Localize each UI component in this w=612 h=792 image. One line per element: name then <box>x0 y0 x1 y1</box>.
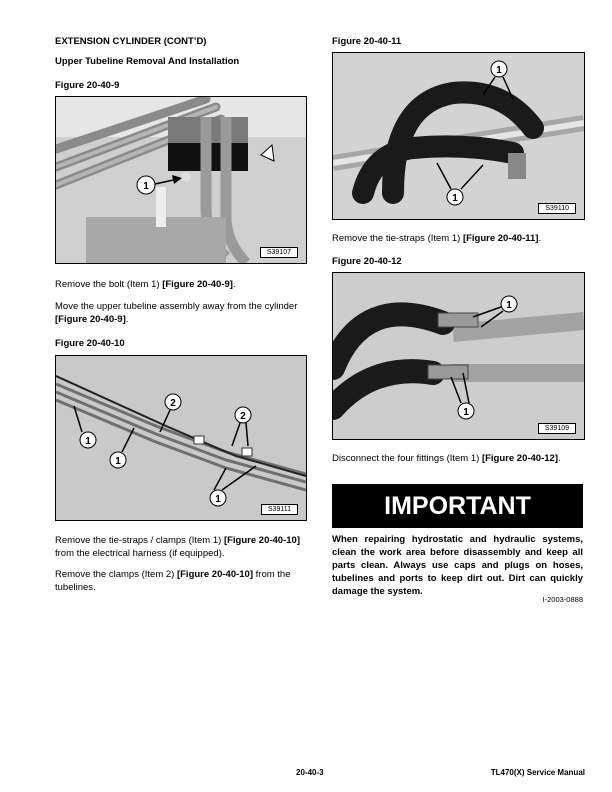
paragraph-remove-clamps: Remove the clamps (Item 2) [Figure 20-40-10] from the tubelines. <box>55 569 291 593</box>
figure-12-photo <box>332 272 585 440</box>
fig12-callout-1b: 1 <box>463 407 469 418</box>
paragraph-remove-tie-straps: Remove the tie-straps (Item 1) [Figure 20-40-11]. <box>332 233 542 244</box>
figure-9-photo <box>55 96 307 264</box>
fig10-callout-2a: 2 <box>170 398 176 409</box>
fig9-callout-1: 1 <box>143 181 149 192</box>
paragraph-remove-bolt: Remove the bolt (Item 1) [Figure 20-40-9]. <box>55 279 236 290</box>
figure-9-label: Figure 20-40-9 <box>55 80 120 91</box>
paragraph-disconnect-fittings: Disconnect the four fittings (Item 1) [Figure 20-40-12]. <box>332 453 561 464</box>
important-code: I-2003-0888 <box>542 595 583 604</box>
figure-11-code: S39110 <box>538 203 576 214</box>
important-text: When repairing hydrostatic and hydraulic systems, clean the work area before disassembly and keep all parts clean. Always use caps and plugs on hoses, tubelines and ports to keep dirt out. Dirt can quickly damage the system. <box>332 534 583 597</box>
figure-10-code: S39111 <box>261 504 298 515</box>
fig11-callout-1a: 1 <box>496 65 502 76</box>
figure-11-label: Figure 20-40-11 <box>332 36 402 47</box>
fig10-callout-1c: 1 <box>215 494 221 505</box>
fig11-callout-1b: 1 <box>452 193 458 204</box>
figure-12-code: S39109 <box>538 423 576 434</box>
figure-9-code: S39107 <box>260 247 298 258</box>
manual-title: TL470(X) Service Manual <box>490 768 585 777</box>
figure-10-label: Figure 20-40-10 <box>55 338 125 349</box>
fig10-callout-1a: 1 <box>85 436 91 447</box>
subsection-title: Upper Tubeline Removal And Installation <box>55 56 240 67</box>
figure-11-photo <box>332 52 585 220</box>
important-banner: IMPORTANT <box>332 484 583 528</box>
page-number: 20-40-3 <box>296 768 324 777</box>
figure-10-photo <box>55 355 307 521</box>
figure-12-label: Figure 20-40-12 <box>332 256 402 267</box>
fig10-callout-1b: 1 <box>115 456 121 467</box>
paragraph-remove-tie-straps-clamps: Remove the tie-straps / clamps (Item 1) [Figure 20-40-10] from the electrical harness (if equipped). <box>55 535 300 559</box>
section-title: EXTENSION CYLINDER (CONT’D) <box>55 36 207 47</box>
paragraph-move-tubeline: Move the upper tubeline assembly away from the cylinder [Figure 20-40-9]. <box>55 301 298 325</box>
fig12-callout-1a: 1 <box>506 300 512 311</box>
fig10-callout-2b: 2 <box>240 411 246 422</box>
